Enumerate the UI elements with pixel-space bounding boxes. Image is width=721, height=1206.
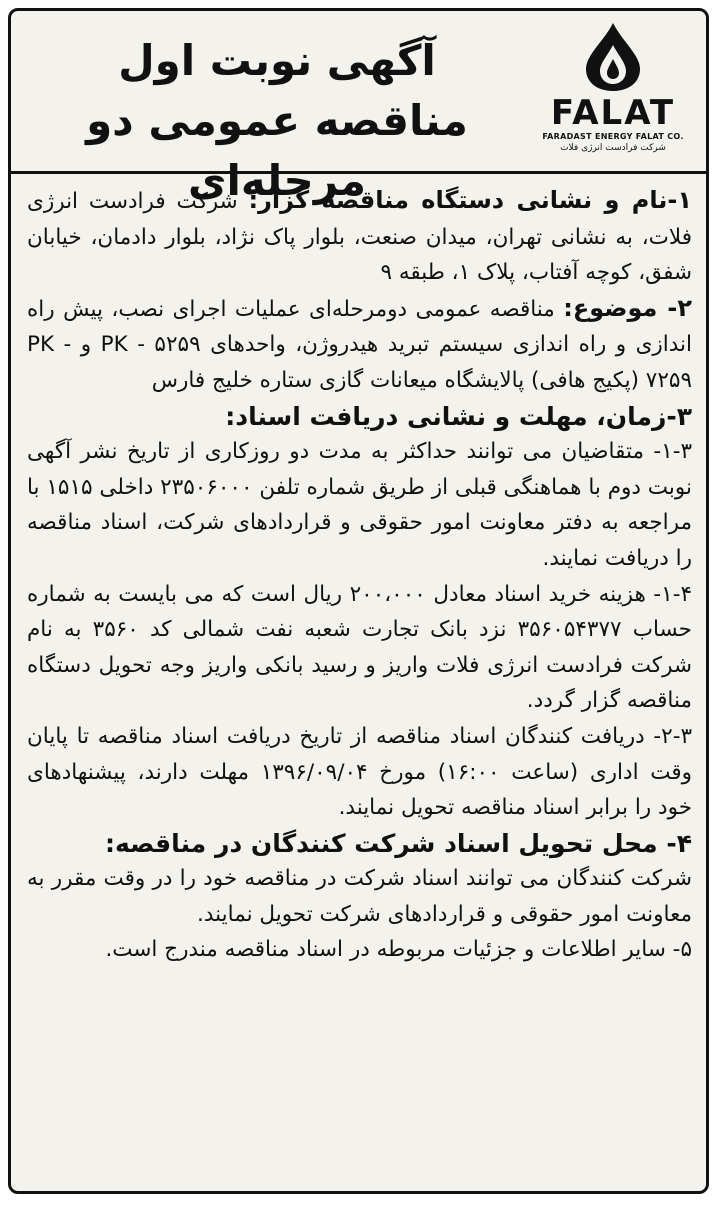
notice-frame — [8, 8, 709, 1194]
flame-drop-icon — [538, 21, 688, 93]
notice-body — [27, 183, 692, 968]
logo-subtitle-fa: شرکت فرادست انرژی فلات — [560, 143, 666, 153]
notice-subtitle: مناقصه عمومی دو مرحله‌ای — [86, 96, 468, 205]
logo-subtitle-en: FARADAST ENERGY FALAT CO. — [542, 132, 684, 141]
section-3-2: ۲-۳- دریافت کنندگان اسناد مناقصه از تاریخ دریافت اسناد مناقصه تا پایان وقت اداری (ساعت ۱۶:۰۰) مورخ ۱۳۹۶/۰۹/۰۴ مهلت دارند، پیشنهادهای خود را برابر اسناد مناقصه تحویل نمایند. — [27, 723, 692, 821]
logo-wordmark: FALAT — [550, 93, 676, 133]
section-1-text: شرکت فرادست انرژی فلات، به نشانی تهران، میدان صنعت، بلوار پاک نژاد، بلوار دادمان، خیابان شفق، کوچه آفتاب، پلاک ۱، طبقه ۹ — [27, 189, 692, 286]
notice-titles — [27, 25, 527, 205]
section-3-1: ۱-۳- متقاضیان می توانند حداکثر به مدت دو روزکاری از تاریخ نشر آگهی نوبت دوم با هماهنگی قبلی از طریق شماره تلفن ۲۳۵۰۶۰۰۰ داخلی ۱۵۱۵ با مراجعه به دفتر معاونت امور حقوقی و قراردادهای شرکت، اسناد مناقصه را دریافت نمایند. — [27, 439, 692, 571]
section-4-heading: ۴- محل تحویل اسناد شرکت کنندگان در مناقصه: — [105, 828, 692, 858]
section-2-text: مناقصه عمومی دومرحله‌ای عملیات اجرای نصب، پیش راه اندازی و راه اندازی سیستم تبرید هیدروژن، واحدهای PK - ۵۲۵۹ و PK - ۷۲۵۹ (پکیج هافی) پالایشگاه میعانات گازی ستاره خلیج فارس — [27, 296, 693, 393]
section-3-4: ۱-۴- هزینه خرید اسناد معادل ۲۰۰،۰۰۰ ریال است که می بایست به شماره حساب ۳۵۶۰۵۴۳۷۷ نزد بانک تجارت شعبه نفت شمالی کد ۳۵۶۰ به نام شرکت فرادست انرژی فلات واریز و رسید بانکی واریز وجه تحویل دستگاه مناقصه گزار گردد. — [27, 581, 693, 714]
notice-title: آگهی نوبت اول — [118, 36, 436, 85]
section-2-heading: ۲- موضوع: — [563, 293, 692, 322]
section-1-heading: ۱-نام و نشانی دستگاه مناقصه گزار: — [248, 186, 692, 214]
section-1 — [27, 183, 692, 291]
section-4-text: شرکت کنندگان می توانند اسناد شرکت در مناقصه خود را در وقت مقرر به معاونت امور حقوقی و قراردادهای شرکت تحویل نمایند. — [27, 866, 692, 927]
flame-drop-icon-svg — [582, 21, 644, 93]
section-5: ۵- سایر اطلاعات و جزئیات مربوطه در اسناد مناقصه مندرج است. — [105, 937, 692, 963]
section-3-heading: ۳-زمان، مهلت و نشانی دریافت اسناد: — [225, 401, 692, 431]
section-2 — [27, 291, 692, 399]
company-logo — [538, 21, 688, 161]
